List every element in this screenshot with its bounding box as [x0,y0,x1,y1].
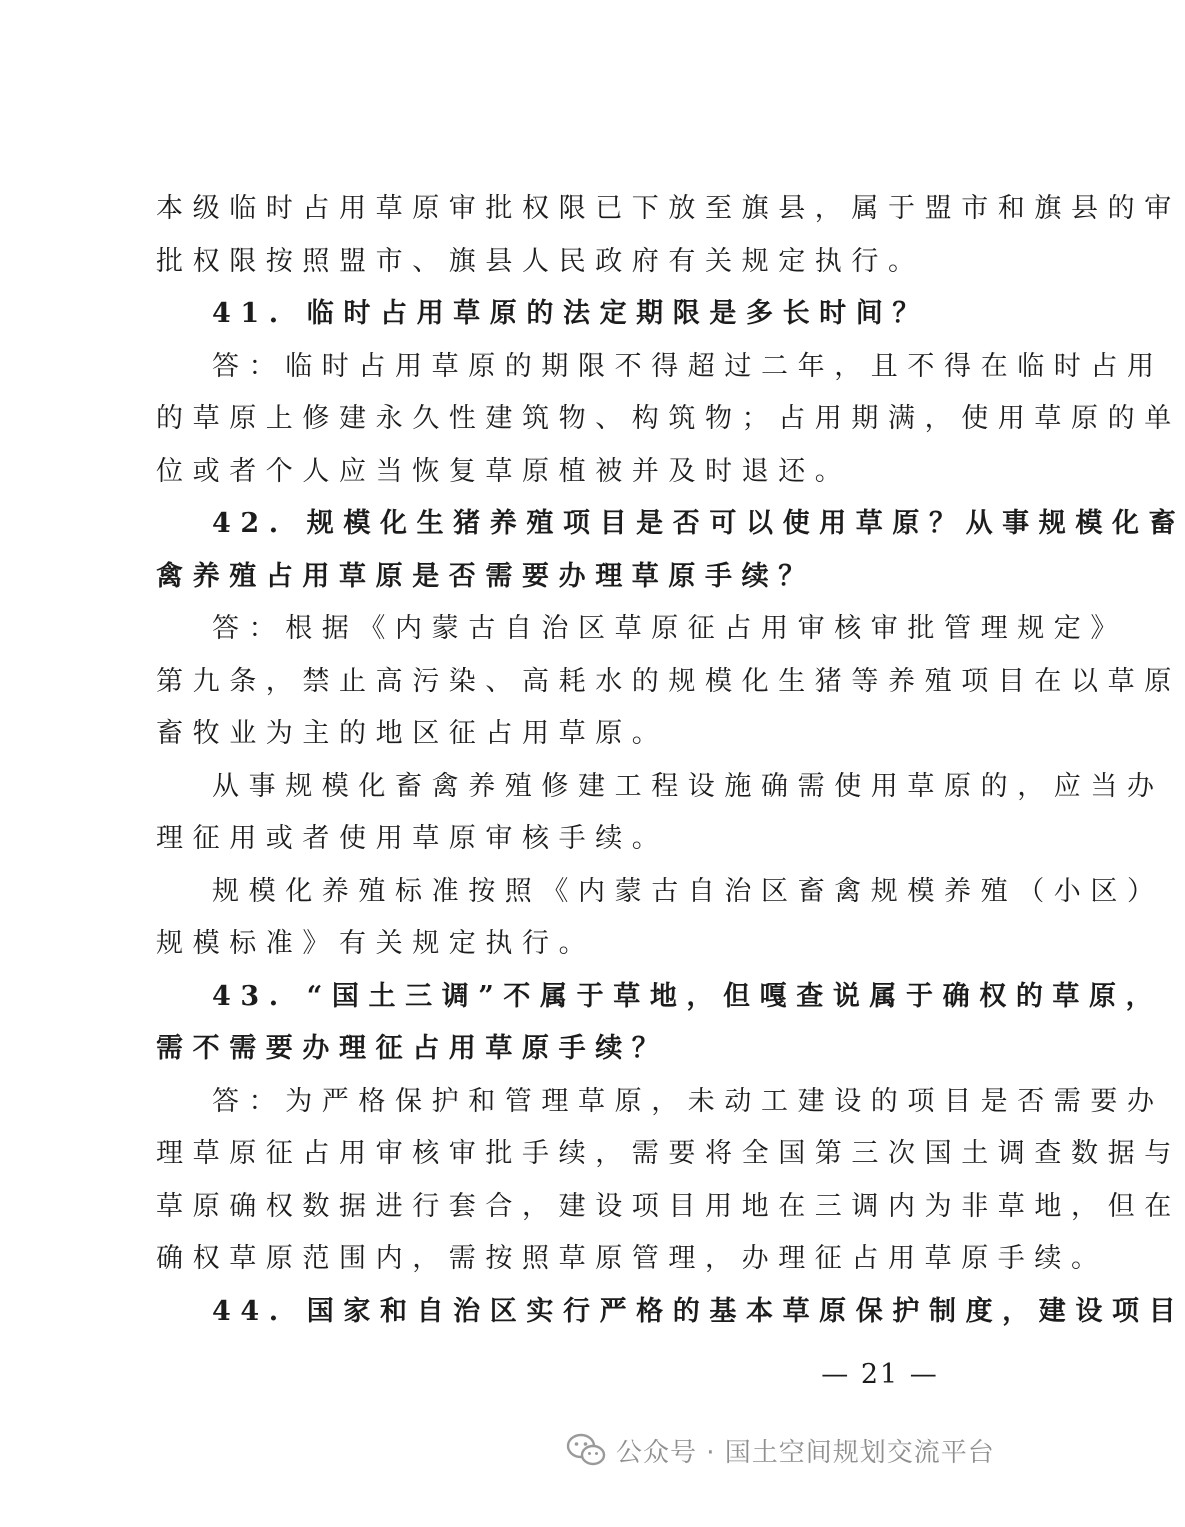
text-line: 规模标准》有关规定执行。 [156,928,596,959]
text-line: 畜牧业为主的地区征占用草原。 [156,718,669,749]
question-44: 44. 国家和自治区实行严格的基本草原保护制度，建设项目 [212,1295,1185,1327]
answer-line: 答：为严格保护和管理草原，未动工建设的项目是否需要办 [212,1085,1164,1117]
answer-line: 答：临时占用草原的期限不得超过二年，且不得在临时占用 [212,350,1164,382]
text-line: 位或者个人应当恢复草原植被并及时退还。 [156,455,852,487]
question-43-cont: 需不需要办理征占用草原手续？ [156,1033,669,1064]
answer-line: 答：根据《内蒙古自治区草原征占用审核审批管理规定》 [212,613,1127,644]
text-line: 从事规模化畜禽养殖修建工程设施确需使用草原的，应当办 [212,770,1164,802]
text-line: 规模化养殖标准按照《内蒙古自治区畜禽规模养殖（小区） [212,875,1164,907]
question-42: 42. 规模化生猪养殖项目是否可以使用草原？从事规模化畜 [212,508,1185,539]
page-number: — 21 — [821,1359,939,1390]
watermark [566,1430,995,1470]
text-line: 草原确权数据进行套合，建设项目用地在三调内为非草地，但在 [156,1190,1181,1222]
question-42-cont: 禽养殖占用草原是否需要办理草原手续？ [156,560,815,592]
question-41: 41. 临时占用草原的法定期限是多长时间？ [212,298,929,329]
text-line: 批权限按照盟市、旗县人民政府有关规定执行。 [156,245,925,277]
wechat-icon [566,1432,606,1468]
text-line: 第九条，禁止高污染、高耗水的规模化生猪等养殖项目在以草原 [156,665,1181,697]
body-text [156,183,1185,1338]
text-line: 理征用或者使用草原审核手续。 [156,823,669,854]
question-43: 43. “国土三调”不属于草地，但嘎查说属于确权的草原， [212,980,1163,1012]
watermark-text: 公众号 · 国土空间规划交流平台 [616,1437,995,1468]
text-line: 的草原上修建永久性建筑物、构筑物；占用期满，使用草原的单 [156,403,1181,434]
text-line: 理草原征占用审核审批手续，需要将全国第三次国土调查数据与 [156,1138,1181,1169]
text-line: 本级临时占用草原审批权限已下放至旗县，属于盟市和旗县的审 [156,193,1181,224]
text-line: 确权草原范围内，需按照草原管理，办理征占用草原手续。 [156,1243,1108,1274]
